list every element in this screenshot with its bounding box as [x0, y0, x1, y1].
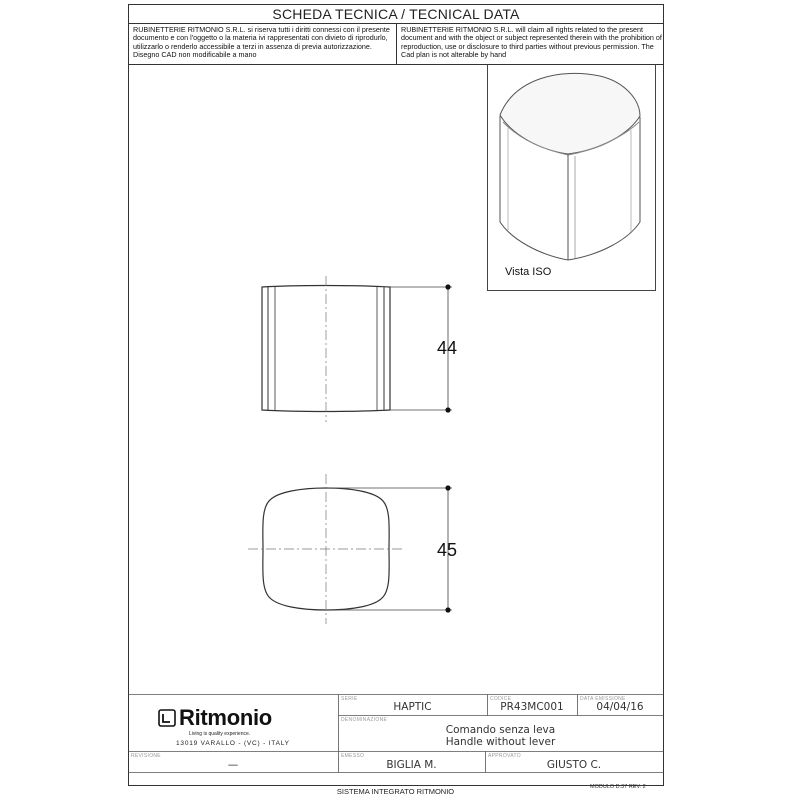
brand-tagline: Living is quality experience.: [189, 731, 251, 737]
copyright-notice-english: RUBINETTERIE RITMONIO S.R.L. will claim all rights related to the present document and with the object or subject represented therein with the prohibition of reproduction, use or disclosure to third parties without previous permission. The Cad plan is not alterable by hand: [401, 25, 662, 60]
serie-label: SERIE: [341, 696, 358, 702]
footer-module: MODULO D.37 REV. 2: [590, 784, 646, 790]
ritmonio-logo-mark: [159, 710, 175, 726]
width-dimension-value: 45: [437, 540, 458, 560]
brand-address: 13019 VARALLO - (VC) - ITALY: [176, 740, 290, 747]
height-dimension-value: 44: [437, 338, 458, 358]
codice-label: CODICE: [490, 696, 512, 702]
revisione-label: REVISIONE: [131, 753, 161, 759]
approvato-label: APPROVATO: [488, 753, 521, 759]
denominazione-english: Handle without lever: [445, 736, 556, 748]
approvato-value: GIUSTO C.: [546, 759, 602, 771]
emesso-label: EMESSO: [341, 753, 365, 759]
footer-system: SISTEMA INTEGRATO RITMONIO: [336, 787, 455, 796]
brand-name: Ritmonio: [179, 705, 272, 730]
data-value: 04/04/16: [596, 701, 644, 713]
iso-view-label: Vista ISO: [505, 266, 552, 278]
side-elevation: [262, 276, 390, 422]
denominazione-label: DENOMINAZIONE: [341, 717, 388, 723]
emesso-value: BIGLIA M.: [386, 759, 437, 771]
revisione-value: —: [227, 759, 239, 771]
plan-view: [248, 474, 404, 624]
data-label: DATA EMISSIONE: [580, 696, 626, 702]
document-title: SCHEDA TECNICA / TECNICAL DATA: [272, 6, 520, 22]
serie-value: HAPTIC: [393, 701, 432, 713]
copyright-notice-italian: RUBINETTERIE RITMONIO S.R.L. si riserva tutti i diritti connessi con il presente documento e con l'oggetto o la materia ivi rappresentati con divieto di riprodurlo, utilizzarlo o renderlo accessibile a terzi in assenza di previa autorizzazione. Disegno CAD non modificabile a mano: [133, 25, 390, 60]
iso-knob: [500, 73, 640, 260]
denominazione-italian: Comando senza leva: [445, 724, 556, 736]
codice-value: PR43MC001: [500, 701, 564, 713]
